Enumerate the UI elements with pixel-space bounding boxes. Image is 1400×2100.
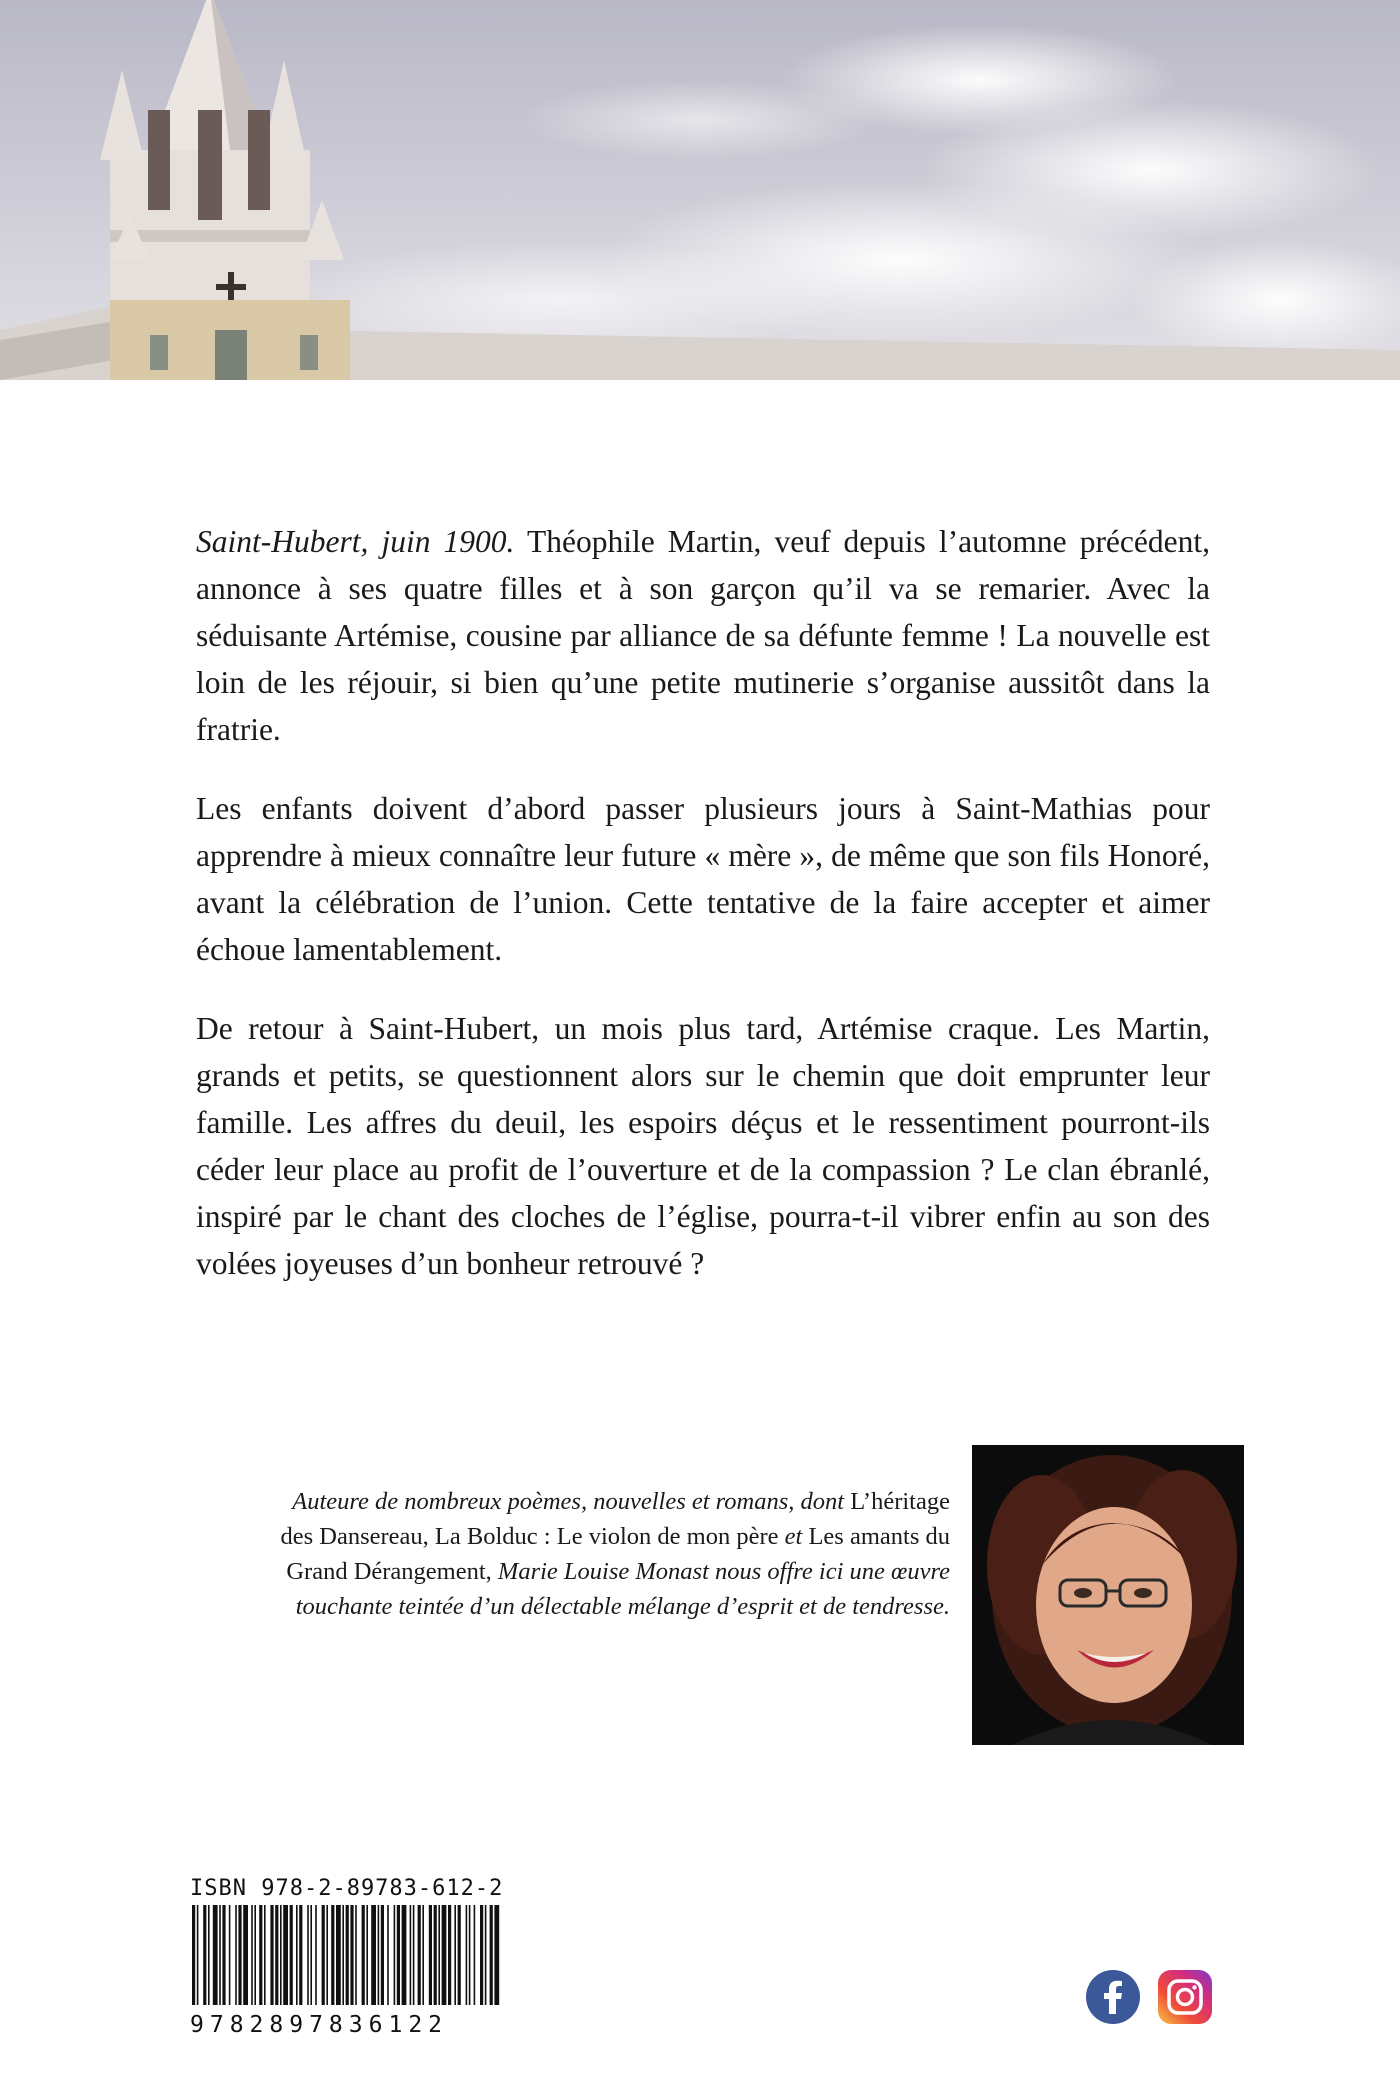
facebook-icon[interactable]	[1086, 1970, 1140, 2024]
isbn-label: ISBN 978-2-89783-612-2	[190, 1876, 504, 1901]
synopsis-paragraph-2: Les enfants doivent d’abord passer plusieurs jours à Saint-Mathias pour apprendre à mieux connaître leur future « mère », de même que son fils Honoré, avant la célébration de l’union. Cette tentative de la faire accepter et aimer échoue lamentablement.	[196, 791, 1210, 967]
author-portrait	[972, 1445, 1244, 1745]
blurb-intro: Auteure de nombreux poèmes, nouvelles et romans, dont	[292, 1488, 845, 1515]
cover-painting	[0, 0, 1400, 380]
ean-digits: 9782897836122	[190, 2012, 449, 2038]
synopsis-place-date: Saint-Hubert, juin 1900.	[196, 524, 515, 559]
blurb-conjunction: et	[784, 1523, 803, 1550]
synopsis-text	[196, 518, 1210, 1319]
synopsis-paragraph-1-body: Théophile Martin, veuf depuis l’automne précédent, annonce à ses quatre filles et à son garçon qu’il va se remarier. Avec la séduisante Artémise, cousine par alliance de sa défunte femme ! La nouvelle est loin de les réjouir, si bien qu’une petite mutinerie s’organise aussitôt dans la fratrie.	[196, 524, 1210, 747]
synopsis-paragraph-3: De retour à Saint-Hubert, un mois plus tard, Artémise craque. Les Martin, grands et petits, se questionnent alors sur le chemin que doit emprunter leur famille. Les affres du deuil, les espoirs déçus et le ressentiment pourront-ils céder leur place au profit de l’ouverture et de la compassion ? Le clan ébranlé, inspiré par le chant des cloches de l’église, pourra-t-il vibrer enfin au son des volées joyeuses d’un bonheur retrouvé ?	[196, 1011, 1210, 1281]
instagram-icon[interactable]	[1158, 1970, 1212, 2024]
blurb-title-1: L’héritage des Dansereau, La Bolduc : Le violon de mon père	[280, 1488, 950, 1550]
blurb-closing: Marie Louise Monast nous offre ici une œuvre touchante teintée d’un délectable mélange d’esprit et de tendresse.	[295, 1558, 950, 1620]
synopsis-paragraph-1	[196, 518, 1210, 753]
isbn-barcode	[190, 1905, 500, 2009]
blurb-title-2: Les amants du Grand Dérangement,	[286, 1523, 950, 1585]
author-blurb	[280, 1484, 950, 1624]
